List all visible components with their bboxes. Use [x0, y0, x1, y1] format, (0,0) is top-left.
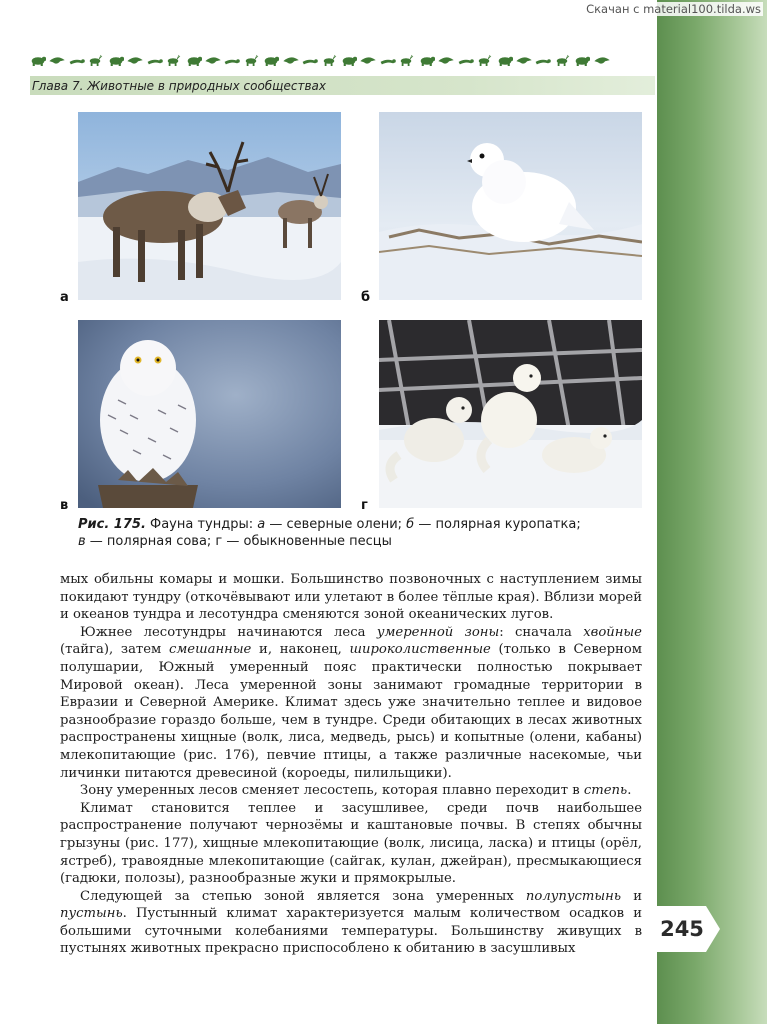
animal-icon-strip — [30, 53, 610, 67]
caption-text-b: — полярная куропатка; — [414, 517, 581, 532]
snake-icon — [224, 54, 240, 66]
cat-icon — [399, 54, 415, 66]
caption-letter-a: а — [257, 517, 266, 532]
paragraph-4: Климат становится теплее и засушливее, среди почв наибольшее распространение получают чернозёмы и каштановые почвы. В степях обычны грызуны (рис. 177), хищные млекопитающие (волк, лисица, ласка) и птицы (орёл, ястреб), травоядные млекопитающие (сайгак, кулан, джейран), пресмыкающиеся (гадюки, полозы), разнообразные жуки и прямокрылые. — [60, 800, 642, 887]
side-color-band — [657, 0, 767, 1024]
hedgehog-icon — [30, 54, 46, 66]
crab-icon — [244, 54, 260, 66]
dog-icon — [283, 54, 299, 66]
snail-icon — [147, 54, 163, 66]
mouse-icon — [166, 54, 182, 66]
figure-caption — [78, 516, 648, 550]
goat-icon — [497, 54, 513, 66]
fish-icon — [263, 54, 279, 66]
photo-arctic-foxes — [379, 320, 642, 508]
paragraph-1: мых обильны комары и мошки. Большинство позвоночных с наступлением зимы покидают тундру (откочёвывают или улетают в более тёплые края). Вблизи морей и океанов тундра и лесотундра сменяются зоной океанических лугов. — [60, 572, 642, 623]
bird-icon — [49, 54, 65, 66]
bird-icon — [438, 54, 454, 66]
caption-text-a: — северные олени; — [265, 517, 407, 532]
bug-icon — [341, 54, 357, 66]
photo-snowy-owl — [78, 320, 341, 508]
beetle-icon — [186, 54, 202, 66]
watermark: Скачан с material100.tilda.ws — [586, 2, 761, 16]
page-number: 245 — [660, 917, 704, 941]
paragraph-2: Южнее лесотундры начинаются леса умеренной зоны: сначала хвойные (тайга), затем смешанные и, наконец, широколиственные (только в Северном полушарии, Южный умеренный пояс практически полностью покрывает Мировой океан). Леса умеренной зоны занимают громадные территории в Евразии и Северной Америке. Климат здесь уже значительно теплее и видовое разнообразие гораздо больше, чем в тундре. Среди обитающих в лесах животных распространены хищные (волк, лиса, медведь, рысь) и копытные (олени, кабаны) млекопитающие (рис. 176), певчие птицы, а также различные насекомые, чьи личинки питаются древесиной (короеды, пилильщики). — [60, 624, 642, 781]
spider-icon — [477, 54, 493, 66]
kangaroo-icon — [535, 54, 551, 66]
dragonfly-icon — [594, 54, 610, 66]
squirrel-icon — [380, 54, 396, 66]
photo-label-a: а — [60, 290, 69, 305]
lizard-icon — [69, 54, 85, 66]
horse-icon — [360, 54, 376, 66]
photo-ptarmigan — [379, 112, 642, 300]
fox-icon — [127, 54, 143, 66]
chapter-title: Глава 7. Животные в природных сообществах — [32, 79, 326, 93]
elephant-icon — [302, 54, 318, 66]
bear-icon — [516, 54, 532, 66]
caption-letter-c: в — [78, 534, 86, 549]
caption-figure-number: Рис. 175. — [78, 517, 146, 532]
turtle-icon — [419, 54, 435, 66]
caption-text-c: — полярная сова; г — обыкновенные песцы — [85, 534, 392, 549]
body-text — [60, 571, 642, 958]
paragraph-5: Следующей за степью зоной является зона умеренных полупустынь и пустынь. Пустынный климат характеризуется малым количеством осадков и большими суточными колебаниями температуры. Большинству живущих в пустынях животных прекрасно приспособлено к обитанию в засушливых — [60, 888, 642, 957]
rabbit-icon — [458, 54, 474, 66]
frog-icon — [108, 54, 124, 66]
photo-label-b: б — [361, 290, 371, 305]
shark-icon — [555, 54, 571, 66]
paragraph-3: Зону умеренных лесов сменяет лесостепь, которая плавно переходит в степь. — [80, 783, 632, 799]
photo-reindeer — [78, 112, 341, 300]
butterfly-icon — [205, 54, 221, 66]
photo-label-c: в — [60, 498, 69, 513]
bat-icon — [322, 54, 338, 66]
photo-label-d: г — [361, 498, 368, 513]
caption-text: Фауна тундры: — [145, 517, 258, 532]
caption-letter-b: б — [406, 517, 415, 532]
deer-icon — [88, 54, 104, 66]
lion-icon — [574, 54, 590, 66]
